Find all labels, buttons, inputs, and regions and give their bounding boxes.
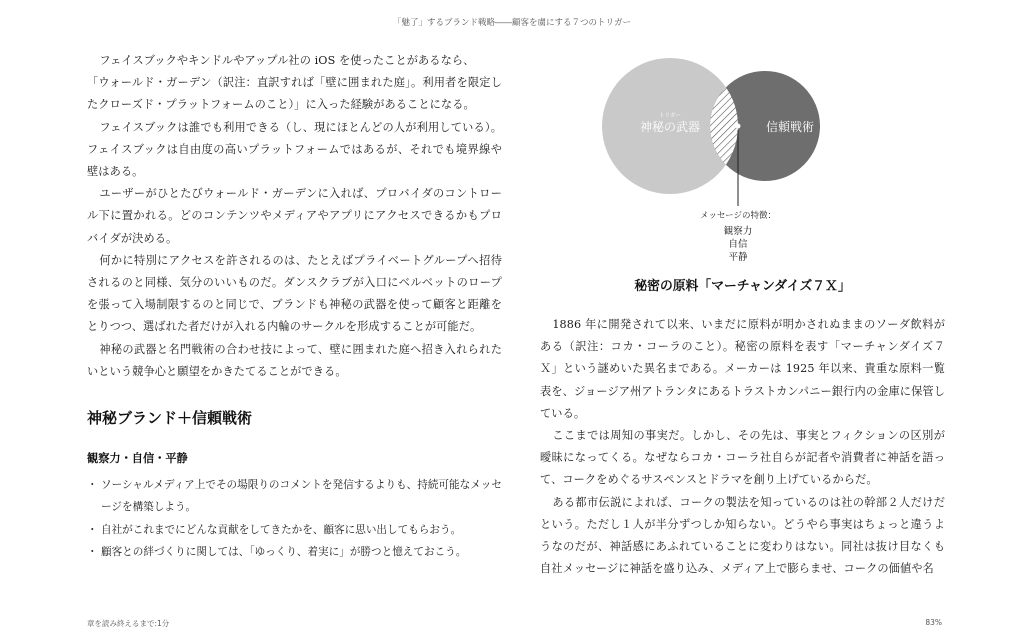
- body-paragraph: ここまでは周知の事実だ。しかし、その先は、事実とフィクションの区別が曖昧になってくる。なぜならコカ・コーラ社自らが記者や消費者に神話を語って、コークをめぐるサスペンスとドラマを創り上げているからだ。: [540, 429, 945, 487]
- bullet-marker: ・: [87, 523, 98, 536]
- body-paragraph: ユーザーがひとたびウォールド・ガーデンに入れば、プロバイダのコントロール下に置かれる。どのコンテンツやメディアやアプリにアクセスできるかもプロバイダが決める。: [87, 187, 502, 245]
- body-paragraph: 神秘の武器と名門戦術の合わせ技によって、壁に囲まれた庭へ招き入れられたいという競争心と願望をかきたてることができる。: [87, 342, 502, 378]
- caption-line: 自信: [728, 239, 748, 250]
- right-circle-label: 信頼戦術: [765, 120, 815, 134]
- left-circle-label: 神秘の武器: [639, 120, 701, 134]
- bullet-text: 顧客との絆づくりに関しては、「ゆっくり、着実に」が勝つと憶えておこう。: [101, 546, 467, 559]
- bullet-item: [87, 519, 502, 541]
- bullet-marker: ・: [87, 479, 98, 492]
- bullet-text: 自社がこれまでにどんな貢献をしてきたかを、顧客に思い出してもらおう。: [101, 523, 462, 536]
- body-paragraph: フェイスブックやキンドルやアップル社の iOS を使ったことがあるなら、: [99, 54, 475, 67]
- bullet-text: ソーシャルメディア上でその場限りのコメントを発信するよりも、持続可能なメッセージを構築しよう。: [101, 479, 502, 514]
- overlap-marker: [736, 124, 741, 129]
- venn-diagram-svg: [540, 48, 945, 268]
- caption-line: 平静: [728, 252, 748, 263]
- body-paragraph: フェイスブックは誰でも利用できる（し、現にほとんどの人が利用している）。フェイスブックは自由度の高いプラットフォームではあるが、それでも境界線や壁はある。: [87, 120, 502, 179]
- venn-diagram: [540, 48, 945, 268]
- bullet-item: [87, 541, 502, 563]
- body-paragraph: 1886 年に開発されて以来、いまだに原料が明かされぬままのソーダ飲料がある（訳注：コカ・コーラのこと）。秘密の原料を表す「マーチャンダイズ７Ｘ」という謎めいた異名まである。メーカーは 1925 年以来、貴重な原料一覧表を、ジョージア州アトランタにあるトラストカンパニー銀行内の金庫に保管している。: [540, 318, 945, 420]
- body-paragraph: 何かに特別にアクセスを許されるのは、たとえばプライベートグループへ招待されるのと同様、気分のいいものだ。ダンスクラブが入口にベルベットのロープを張って入場制限するのと同じで、ブランドも神秘の武器を使って顧客と距離をとりつつ、選ばれた者だけが入れる内輪のサークルを形成することが可能だ。: [87, 253, 502, 334]
- left-circle-ruby: トリガー: [659, 113, 681, 119]
- right-page: [540, 48, 945, 580]
- caption-title: メッセージの特徴：: [700, 211, 776, 221]
- bullet-marker: ・: [87, 546, 98, 559]
- section-title: 秘密の原料「マーチャンダイズ７Ｘ」: [634, 279, 851, 294]
- reading-time-remaining: 章を読み終えるまで:1分: [87, 619, 170, 628]
- subheading: 観察力・自信・平静: [87, 452, 188, 466]
- reading-progress-percent: 83%: [925, 618, 942, 627]
- body-paragraph: ある都市伝説によれば、コークの製法を知っているのは社の幹部２人だけだという。ただし１人が半分ずつしか知らない。どうやら事実はちょっと違うようなのだが、神話感にあふれていることに変わりはない。同社は抜け目なくも自社メッセージに神話を盛り込み、メディア上で膨らませ、コークの価値や名: [540, 495, 945, 576]
- bullet-list: [87, 474, 502, 564]
- section-heading: 神秘ブランド＋信頼戦術: [87, 409, 253, 428]
- running-header: 「魅了」するブランド戦略――顧客を虜にする７つのトリガー: [393, 18, 631, 28]
- body-paragraph: 「ウォールド・ガーデン（訳注：直訳すれば「壁に囲まれた庭」。利用者を限定したクローズド・プラットフォームのこと）」に入った経験があることになる。: [87, 76, 502, 112]
- left-page: [87, 50, 502, 564]
- caption-line: 観察力: [723, 226, 753, 237]
- bullet-item: [87, 474, 502, 519]
